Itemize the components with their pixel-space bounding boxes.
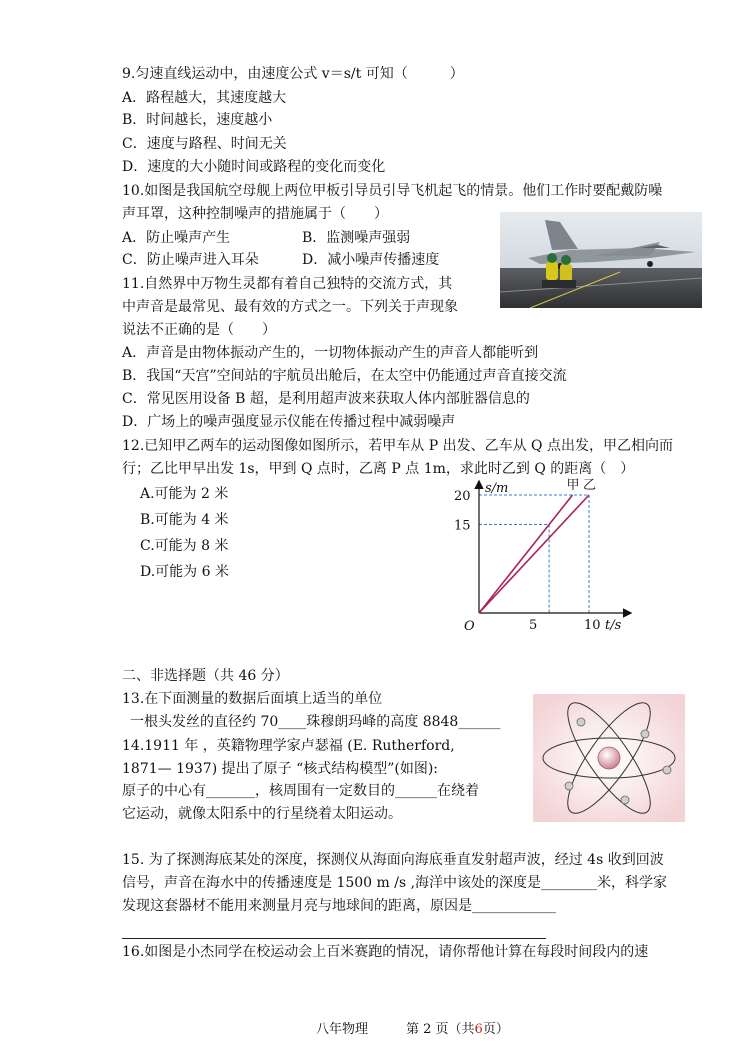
x-tick-label-0: 5 <box>529 618 538 633</box>
carrier-deck-photo <box>500 212 702 308</box>
q14-line2: 1871— 1937) 提出了原子 “核式结构模型”(如图): <box>122 761 439 777</box>
series-label-0: 甲 <box>566 478 580 493</box>
q9-option-c: C．速度与路程、时间无关 <box>122 136 287 152</box>
q11-stem-line1: 11.自然界中万物生灵都有着自己独特的交流方式，其 <box>122 276 453 292</box>
q10-option-b: B．监测噪声强弱 <box>302 230 411 246</box>
origin-label: O <box>464 619 475 634</box>
q14-line4: 它运动，就像太阳系中的行星绕着太阳运动。 <box>122 806 402 822</box>
q9-option-d: D．速度的大小随时间或路程的变化而变化 <box>122 159 386 175</box>
q15-line1: 15. 为了探测海底某处的深度，探测仪从海面向海底垂直发射超声波，经过 4s 收到回波 <box>122 852 664 868</box>
y-axis-label: s/m <box>485 481 509 496</box>
q11-stem-line3: 说法不正确的是（ ） <box>122 322 276 338</box>
x-axis-label: t/s <box>605 618 622 633</box>
section-2-heading: 二、非选择题（共 46 分） <box>122 668 289 684</box>
q9-stem: 9.匀速直线运动中，由速度公式 v＝s/t 可知（ ） <box>122 66 464 82</box>
y-tick-label-0: 15 <box>454 518 471 534</box>
x-tick-label-1: 10 <box>584 618 601 633</box>
q12-option-a: A.可能为 2 米 <box>140 486 229 502</box>
st-graph <box>452 478 642 636</box>
footer-total-pages: 6 <box>474 1022 483 1037</box>
q10-option-a: A．防止噪声产生 <box>122 230 231 246</box>
q10-option-c: C．防止噪声进入耳朵 <box>122 252 259 268</box>
q12-option-b: B.可能为 4 米 <box>140 512 229 528</box>
q14-line1: 14.1911 年 ，英籍物理学家卢瑟福 (E. Rutherford, <box>122 738 455 754</box>
answer-underline <box>122 938 546 939</box>
q15-line3: 发现这套器材不能用来测量月亮与地球间的距离，原因是____________ <box>122 898 556 914</box>
q11-option-c: C．常见医用设备 B 超，是利用超声波来获取人体内部脏器信息的 <box>122 391 530 407</box>
q13-blanks: 一根头发丝的直径约 70____珠穆朗玛峰的高度 8848______ <box>130 714 501 730</box>
q13-stem: 13.在下面测量的数据后面填上适当的单位 <box>122 691 383 707</box>
q11-stem-line2: 中声音是最常见、最有效的方式之一。下列关于声现象 <box>122 299 458 315</box>
q9-option-a: A．路程越大，其速度越大 <box>122 90 287 106</box>
q15-line2: 信号，声音在海水中的传播速度是 1500 m /s ,海洋中该处的深度是________米，科学家 <box>122 875 668 891</box>
series-label-1: 乙 <box>583 478 597 493</box>
q12-stem-line1: 12.已知甲乙两车的运动图像如图所示，若甲车从 P 出发、乙车从 Q 点出发，甲乙相向而 <box>122 438 673 454</box>
q11-option-b: B．我国“天宫”空间站的宇航员出舱后，在太空中仍能通过声音直接交流 <box>122 368 567 384</box>
q10-stem-line2: 声耳罩，这种控制噪声的措施属于（ ） <box>122 206 388 222</box>
footer-subject: 八年物理 <box>316 1022 369 1037</box>
q11-option-a: A．声音是由物体振动产生的，一切物体振动产生的声音人都能听到 <box>122 345 539 361</box>
footer-page-info <box>406 1020 509 1040</box>
q11-option-d: D．广场上的噪声强度显示仪能在传播过程中减弱噪声 <box>122 414 456 430</box>
footer-page-suffix: 页） <box>482 1022 509 1037</box>
q9-option-b: B．时间越长，速度越小 <box>122 112 273 128</box>
q12-option-c: C.可能为 8 米 <box>140 538 229 554</box>
series-line-0 <box>479 495 573 613</box>
q14-line3: 原子的中心有_______，核周围有一定数目的______在绕着 <box>122 783 479 799</box>
atom-model-figure <box>533 694 685 822</box>
series-line-1 <box>479 495 589 613</box>
q12-option-d: D.可能为 6 米 <box>140 564 229 580</box>
footer-page-prefix: 第 2 页（共 <box>406 1022 475 1037</box>
q16-line1: 16.如图是小杰同学在校运动会上百米赛跑的情况，请你帮他计算在每段时间段内的速 <box>122 944 649 960</box>
q12-stem-line2: 行；乙比甲早出发 1s，甲到 Q 点时，乙离 P 点 1m，求此时乙到 Q 的距离（ ） <box>122 461 635 477</box>
y-tick-label-1: 20 <box>454 489 471 504</box>
q10-stem-line1: 10.如图是我国航空母舰上两位甲板引导员引导飞机起飞的情景。他们工作时要配戴防噪 <box>122 183 663 199</box>
q10-option-d: D．减小噪声传播速度 <box>302 252 440 268</box>
